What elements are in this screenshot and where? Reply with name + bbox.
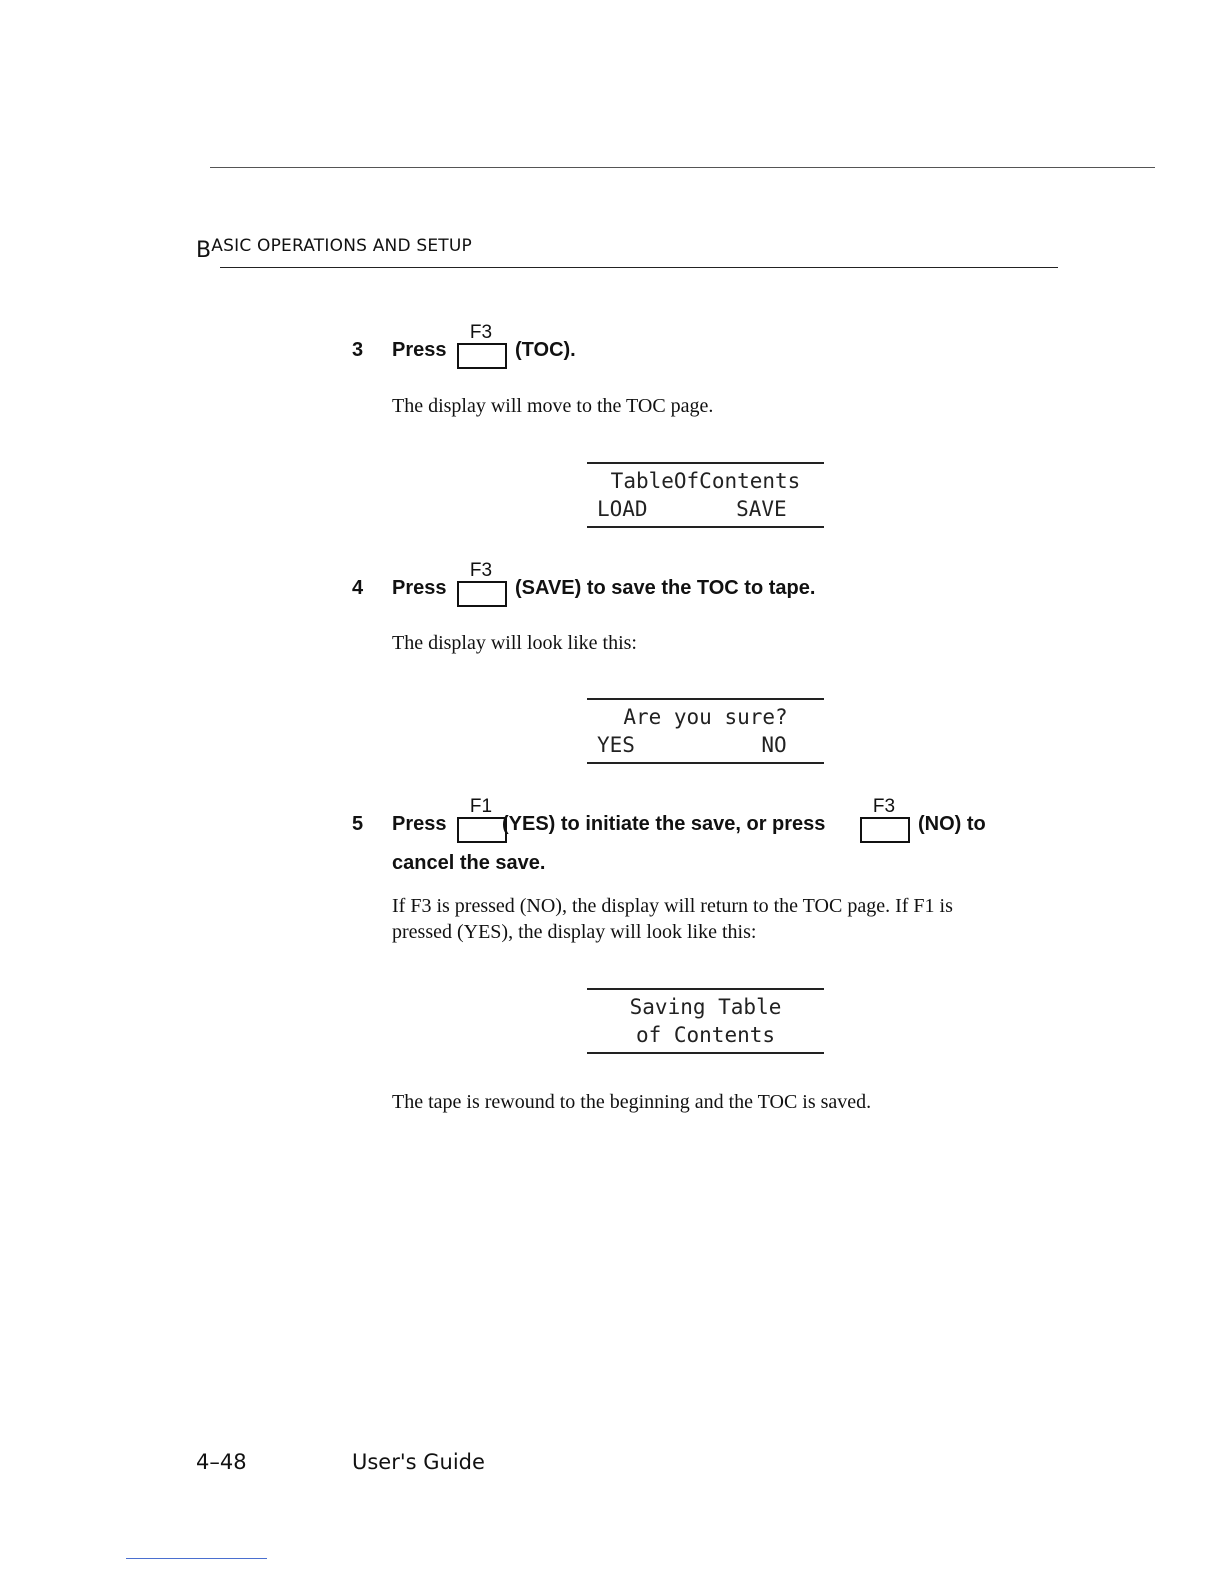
lcd-line-2: of Contents [635, 1023, 776, 1047]
header-initial: B [196, 238, 212, 263]
lcd-line-1: TableOfContents [610, 469, 801, 493]
step-number-5: 5 [352, 813, 364, 835]
section-header [196, 232, 472, 263]
key-box-icon [457, 343, 507, 369]
paragraph-toc-page: The display will move to the TOC page. [392, 395, 714, 417]
page-number: 4–48 [196, 1450, 247, 1474]
paragraph-if-f3-line-2: pressed (YES), the display will look like this: [392, 921, 757, 943]
key-box-icon [457, 817, 507, 843]
lcd-line-1: Are you sure? [623, 705, 788, 729]
paragraph-if-f3-line-1: If F3 is pressed (NO), the display will return to the TOC page. If F1 is [392, 895, 953, 917]
step-3-action: (TOC). [515, 339, 576, 361]
step-5-action-1: (YES) to initiate the save, or press [502, 813, 826, 835]
header-title: ASIC OPERATIONS AND SETUP [211, 236, 472, 256]
lcd-line-2: YES NO [597, 733, 787, 757]
lcd-line-1: Saving Table [629, 995, 782, 1019]
f3-key-icon [859, 797, 909, 843]
f3-key-label: F3 [469, 322, 493, 343]
lcd-line-2: LOAD SAVE [597, 497, 787, 521]
step-4-action: (SAVE) to save the TOC to tape. [515, 577, 816, 599]
step-number-4: 4 [352, 577, 364, 599]
lcd-display-confirm [587, 698, 824, 764]
paragraph-look-like: The display will look like this: [392, 632, 637, 654]
top-rule [210, 167, 1155, 168]
key-box-icon [860, 817, 910, 843]
step-3-press: Press [392, 339, 447, 361]
key-box-icon [457, 581, 507, 607]
f1-key-label: F1 [469, 796, 493, 817]
f3-key-icon [456, 323, 506, 369]
step-4-press: Press [392, 577, 447, 599]
paragraph-rewound: The tape is rewound to the beginning and the TOC is saved. [392, 1091, 872, 1113]
step-5-press: Press [392, 813, 447, 835]
step-5-line-2: cancel the save. [392, 852, 546, 874]
f3-key-icon [456, 561, 506, 607]
f3-key-label: F3 [872, 796, 896, 817]
step-number-3: 3 [352, 339, 364, 361]
f3-key-label: F3 [469, 560, 493, 581]
lcd-display-saving [587, 988, 824, 1054]
step-5-action-2: (NO) to [918, 813, 986, 835]
bottom-blue-line [126, 1558, 267, 1559]
footer-title: User's Guide [352, 1450, 485, 1474]
f1-key-icon [456, 797, 506, 843]
lcd-display-toc [587, 462, 824, 528]
header-rule [220, 267, 1058, 268]
